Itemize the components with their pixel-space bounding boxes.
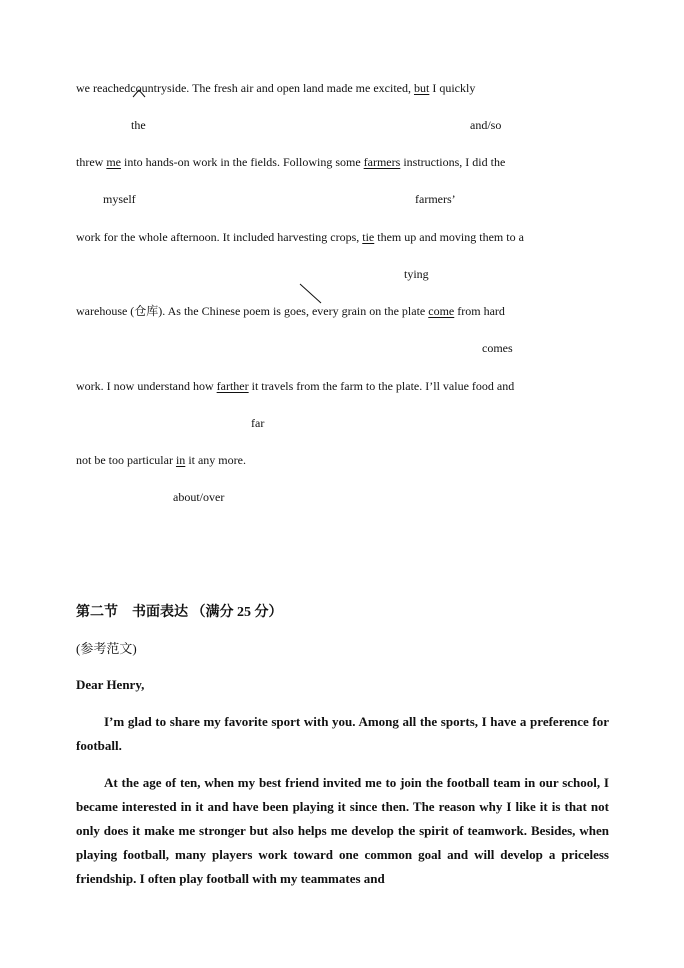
passage-line-4 (76, 304, 505, 318)
text-segment: countryside. The fresh air and open land made me excited, (130, 81, 414, 95)
passage-line-2 (76, 155, 505, 169)
text-segment: not be too particular (76, 453, 176, 467)
text-segment: into hands-on work in the fields. Following some (121, 155, 364, 169)
text-segment: instructions, I did the (400, 155, 506, 169)
underlined-word-in: in (175, 453, 186, 467)
passage-line-5 (76, 379, 514, 393)
underlined-word-but: but (413, 81, 430, 95)
underlined-word-come: come (428, 304, 455, 318)
text-segment: it travels from the farm to the plate. I’ll value food and (248, 379, 515, 393)
text-segment: we reached (76, 81, 131, 95)
underlined-word-farmers: farmers (363, 155, 401, 169)
text-segment: them up and moving them to a (374, 230, 524, 244)
correction-about-over: about/over (173, 490, 225, 504)
text-segment: from hard (454, 304, 505, 318)
delete-slash-mark (298, 282, 324, 306)
correction-the: the (131, 118, 146, 132)
text-segment: threw (76, 155, 107, 169)
correction-and-so: and/so (470, 118, 502, 132)
text-segment: warehouse (仓库). As the Chinese poem is goes, every grain on the plate (76, 304, 429, 318)
underlined-word-tie: tie (362, 230, 375, 244)
passage-line-6 (76, 453, 246, 467)
text-segment: work for the whole afternoon. It included harvesting crops, (76, 230, 363, 244)
correction-tying: tying (404, 267, 429, 281)
insert-caret-mark (132, 86, 146, 100)
essay-paragraph-2: At the age of ten, when my best friend invited me to join the football team in our school, I became interested in it and have been playing it since then. The reason why I like it is that not only does it make me stronger but also helps me develop the spirit of teamwork. Besides, when playing football, many players work toward one common goal and will develop a priceless friendship. I often play football with my teammates and (76, 775, 609, 886)
section-heading: 第二节 书面表达 （满分 25 分） (76, 605, 283, 620)
passage-line-3 (76, 230, 524, 244)
essay-paragraph-1: I’m glad to share my favorite sport with you. Among all the sports, I have a preference for football. (76, 714, 609, 753)
correction-myself: myself (103, 192, 136, 206)
text-segment: it any more. (185, 453, 246, 467)
correction-farmers: farmers’ (415, 192, 456, 206)
letter-greeting: Dear Henry, (76, 677, 145, 692)
text-segment: work. I now understand how (76, 379, 217, 393)
underlined-word-me: me (106, 155, 121, 169)
correction-comes: comes (482, 341, 513, 355)
text-segment: I quickly (429, 81, 476, 95)
correction-far: far (251, 416, 265, 430)
underlined-word-farther: farther (216, 379, 249, 393)
section-subheading: (参考范文) (76, 641, 137, 656)
